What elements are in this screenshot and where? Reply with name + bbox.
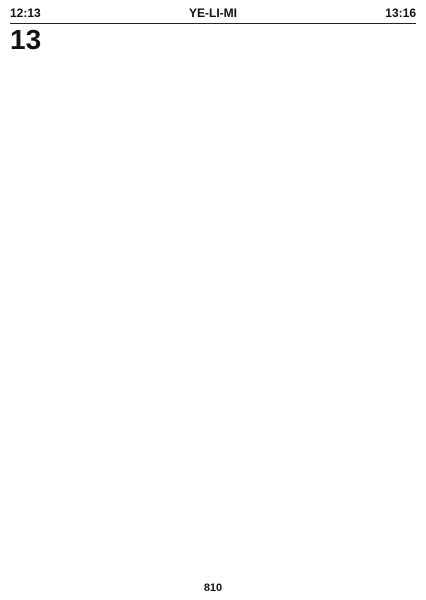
- chapter-verse-ref-right: 13:16: [385, 6, 416, 20]
- page-number: 810: [203, 582, 223, 594]
- right-column: [219, 27, 416, 576]
- text-columns: [10, 27, 416, 576]
- header-rule: [10, 23, 416, 24]
- left-column: [10, 27, 207, 576]
- chapter-number: 13: [10, 27, 42, 55]
- chapter-verse-ref-left: 12:13: [10, 6, 41, 20]
- running-header: [10, 6, 416, 22]
- book-title: YE-LI-MI: [189, 6, 237, 20]
